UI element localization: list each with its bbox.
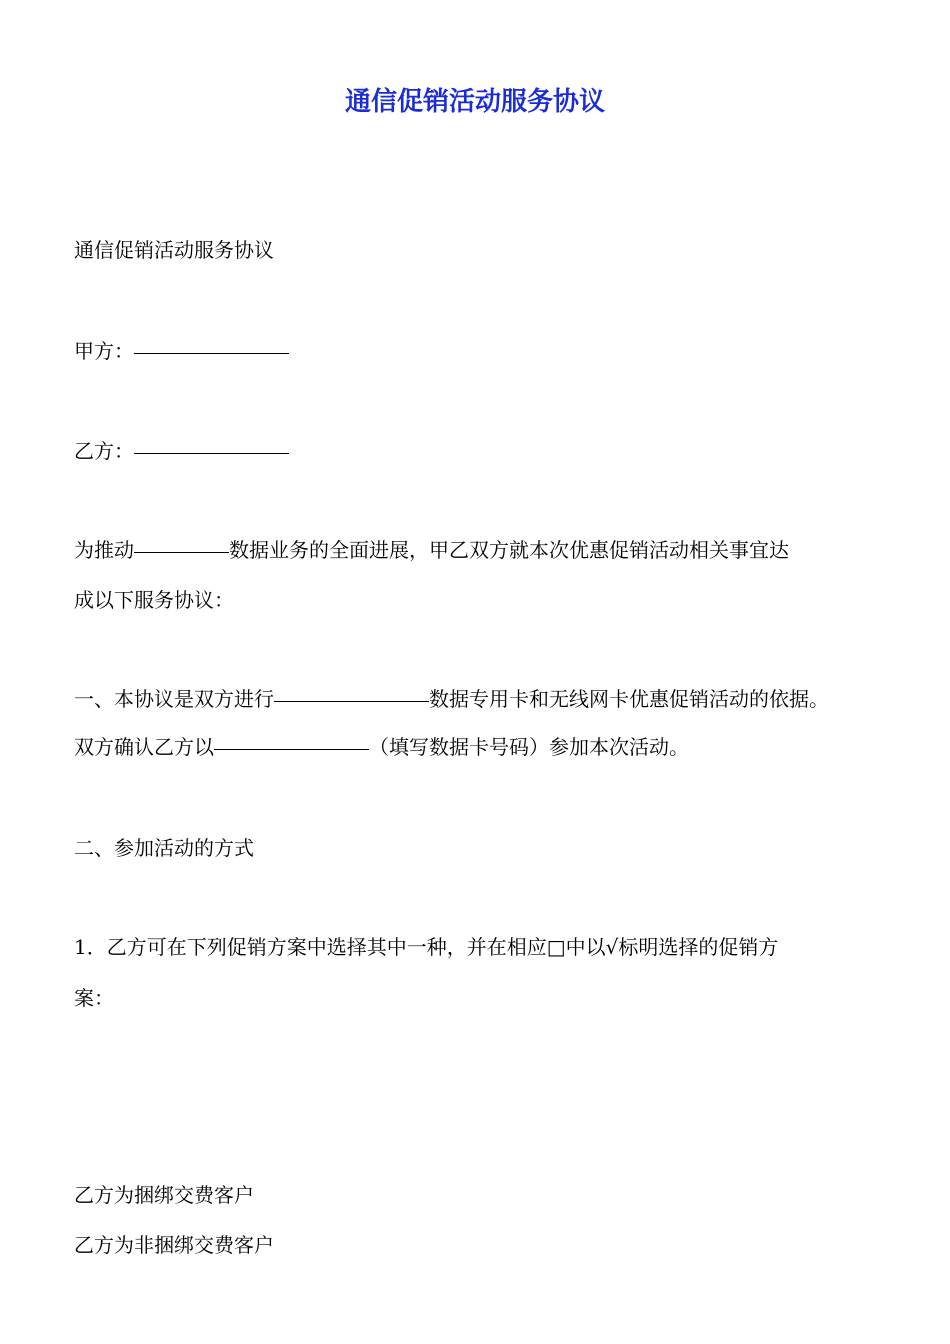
clause1-line-2: [74, 722, 904, 772]
business-type-blank[interactable]: [134, 532, 229, 553]
agreement-heading: 通信促销活动服务协议: [74, 238, 274, 262]
preamble-line-2: 成以下服务协议：: [74, 588, 234, 612]
clause1-suffix: 数据专用卡和无线网卡优惠促销活动的依据。: [429, 687, 829, 711]
party-b-label: 乙方：: [74, 439, 134, 463]
clause1-line2-suffix: （填写数据卡号码）参加本次活动。: [369, 735, 689, 759]
item1-line-1: 1．乙方可在下列促销方案中选择其中一种，并在相应□中以√标明选择的促销方: [74, 935, 779, 959]
party-a-line: [74, 326, 904, 376]
preamble-prefix: 为推动: [74, 538, 134, 562]
activity-name-blank[interactable]: [274, 681, 429, 702]
party-b-line: [74, 426, 904, 476]
preamble-suffix: 数据业务的全面进展，甲乙双方就本次优惠促销活动相关事宜达: [229, 538, 789, 562]
clause2-heading: 二、参加活动的方式: [74, 836, 254, 860]
document-title: 通信促销活动服务协议: [344, 87, 605, 117]
option-non-bundled-payment: 乙方为非捆绑交费客户: [74, 1233, 274, 1257]
party-a-blank[interactable]: [134, 333, 289, 354]
clause1-prefix: 一、本协议是双方进行: [74, 687, 274, 711]
option-bundled-payment: 乙方为捆绑交费客户: [74, 1183, 254, 1207]
party-b-blank[interactable]: [134, 433, 289, 454]
item1-line-2: 案：: [74, 986, 114, 1010]
party-a-label: 甲方：: [74, 339, 134, 363]
preamble-line-1: [74, 525, 904, 575]
clause1-line-1: [74, 674, 904, 724]
clause1-line2-prefix: 双方确认乙方以: [74, 735, 214, 759]
card-number-blank[interactable]: [214, 729, 369, 750]
